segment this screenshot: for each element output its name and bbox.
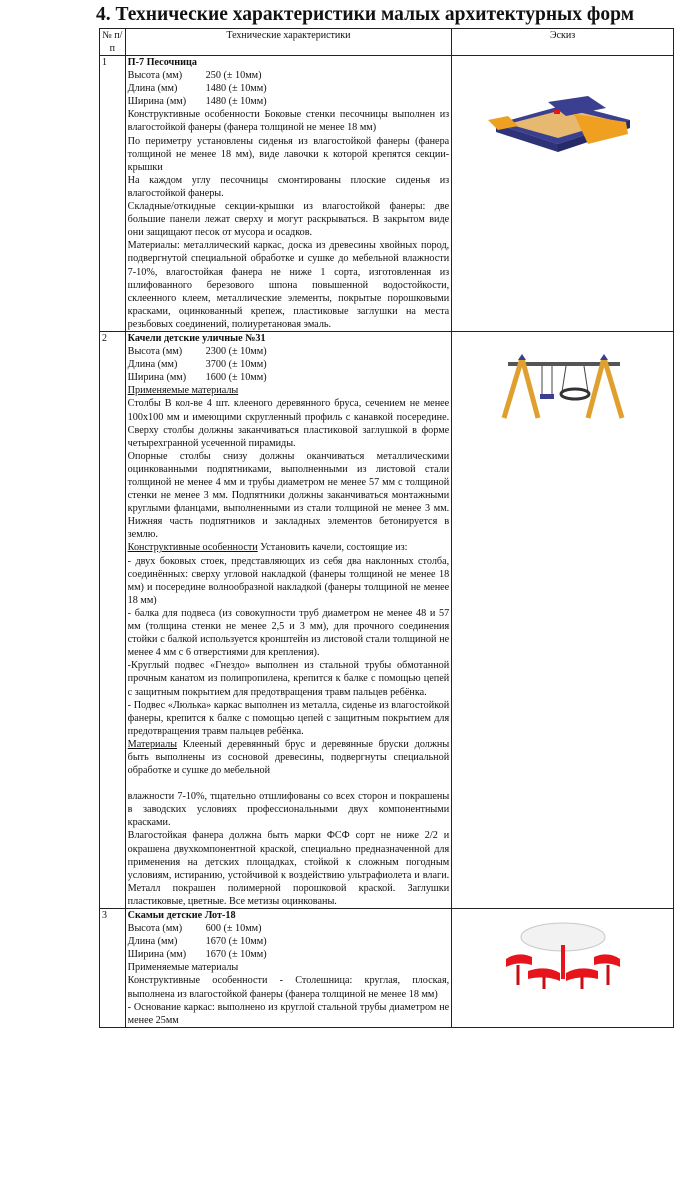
row-description: [125, 331, 452, 908]
dimension-label: Высота (мм): [127, 346, 183, 358]
header-sketch: Эскиз: [452, 29, 674, 56]
dimension-value: 2300 (± 10мм): [205, 346, 267, 358]
row-description: [125, 909, 452, 1028]
paragraph: Опорные столбы снизу должны оканчиваться металлическими оцинкованными подпятниками, выполненными из листовой стали толщиной не менее 4 мм и трубы диаметром не менее 57 мм с толщиной стенки не менее 3 мм. Подпятники должны заканчиваться монтажными круглыми фланцами, выполненными из стали толщиной не менее 3 мм. Нижняя часть подпятников и закладных элементов бетонируется в землю.: [127, 450, 450, 541]
materials2-text: Клееный деревянный брус и деревянные бруски должны быть выполнены из сосновой древесины, подвергнуты специальной обработке и сушке до мебельной: [127, 738, 450, 777]
item-name: Качели детские уличные №31: [127, 332, 266, 344]
row-description: [125, 56, 452, 332]
dimension-label: Длина (мм): [127, 359, 178, 371]
paragraph: - двух боковых стоек, представляющих из себя два наклонных столба, соединённых: сверху угловой накладкой (фанеры толщиной не менее 18 мм) и посередине волнообразной накладкой (фанеры толщиной не менее 18 мм): [127, 555, 450, 606]
table-row: [100, 909, 674, 1028]
paragraph: На каждом углу песочницы смонтированы плоские сиденья из влагостойкой фанеры.: [127, 174, 450, 199]
dimension: [128, 371, 450, 384]
paragraph: [128, 541, 450, 554]
paragraph: Влагостойкая фанера должна быть марки ФСФ сорт не ниже 2/2 и окрашена двухкомпонентной краской, специально предназначенной для применения на детских площадках, стойкой к сложным погодным условиям, истиранию, устойчивой к воздействию ультрафиолета и влаги. Металл покрашен полимерной порошковой краской. Заглушки пластиковые, цветные. Все метизы оцинкованы.: [127, 830, 450, 907]
row-number: 1: [100, 56, 126, 332]
design-heading: Конструктивные особенности: [127, 542, 258, 554]
dimension: [128, 948, 450, 961]
dimension-label: Длина (мм): [127, 83, 178, 95]
design-intro: Установить качели, состоящие из:: [260, 542, 408, 554]
dimension-value: 3700 (± 10мм): [205, 359, 267, 371]
paragraph: По периметру установлены сиденья из влагостойкой фанеры (фанера толщиной не менее 18 мм), виде лавочки к которой крепятся секции-крышки: [127, 135, 450, 173]
dimension: [128, 69, 450, 82]
dimension-label: Ширина (мм): [127, 949, 187, 961]
header-num: № п/п: [100, 29, 126, 56]
dimension-label: Высота (мм): [127, 70, 183, 82]
materials2-heading: Материалы: [127, 738, 178, 750]
dimension-label: Ширина (мм): [127, 372, 187, 384]
paragraph: - Подвес «Люлька» каркас выполнен из металла, сиденье из влагостойкой фанеры, крепится к балке с помощью цепей с защитным покрытием для предотвращения травм пальцев ребёнка.: [127, 699, 450, 737]
table-row: [100, 56, 674, 332]
materials-heading: Применяемые материалы: [127, 385, 239, 397]
dimension-value: 1480 (± 10мм): [205, 96, 267, 108]
sketch-cell: [452, 56, 674, 332]
table-row: [100, 331, 674, 908]
paragraph: Складные/откидные секции-крышки из влагостойкой фанеры: две большие панели лежат сверху и могут раскрываться. В закрытом виде они защищают песок от мусора и осадков.: [127, 201, 450, 239]
table-header-row: [100, 29, 674, 56]
sandbox-icon: [488, 94, 638, 164]
paragraph: - балка для подвеса (из совокупности труб диаметром не менее 48 и 57 мм (толщина стенки не менее 2,5 и 3 мм), для прочного соединения стойки с балкой используется кронштейн из листовой стали толщиной не менее 4 мм с 6 отверстиями для крепления).: [127, 607, 450, 659]
row-number: 2: [100, 331, 126, 908]
dimension-label: Длина (мм): [127, 936, 178, 948]
dimension: [128, 82, 450, 95]
sketch-cell: [452, 331, 674, 908]
dimension-value: 1670 (± 10мм): [205, 936, 267, 948]
page-title: 4. Технические характеристики малых архитектурных форм: [96, 4, 634, 25]
dimension-value: 1600 (± 10мм): [205, 372, 267, 384]
paragraph: влажности 7-10%, тщательно отшлифованы со всех сторон и покрашены в заводских условиях профессиональными двух компонентными красками.: [127, 791, 450, 829]
dimension: [128, 935, 450, 948]
paragraph: Конструктивные особенности - Столешница: круглая, плоская, выполнена из влагостойкой фанеры (фанера толщиной не менее 18 мм): [127, 975, 450, 1000]
spec-table: [99, 28, 674, 1028]
item-name: П-7 Песочница: [127, 57, 197, 68]
dimension-label: Высота (мм): [127, 923, 183, 935]
header-tech: Технические характеристики: [125, 29, 452, 56]
table-bench-icon: [498, 915, 628, 990]
dimension-value: 600 (± 10мм): [205, 923, 262, 935]
item-name: Скамьи детские Лот-18: [127, 910, 236, 921]
row-number: 3: [100, 909, 126, 1028]
dimension: [128, 345, 450, 358]
paragraph: Материалы: металлический каркас, доска из древесины хвойных пород, подвергнутой специальной обработке и сушке до мебельной влажности 7-10%, влагостойкая фанера не ниже 1 сорта, изготовленная из шлифованного березового шпона повышенной водостойкости, склеенного клеем, металлические элементы, покрытые порошковыми красками, оцинкованный крепеж, пластиковые заглушки на места резьбовых соединений, полиуретановая эмаль.: [127, 240, 450, 330]
dimension: [128, 95, 450, 108]
paragraph: [128, 738, 450, 777]
dimension: [128, 358, 450, 371]
paragraph: Применяемые материалы: [127, 962, 239, 974]
dimension-label: Ширина (мм): [127, 96, 187, 108]
paragraph: Конструктивные особенности Боковые стенки песочницы выполнен из влагостойкой фанеры (фанера толщиной не менее 18 мм): [127, 109, 450, 134]
swing-icon: [498, 352, 628, 422]
dimension-value: 1670 (± 10мм): [205, 949, 267, 961]
paragraph: -Круглый подвес «Гнездо» выполнен из стальной трубы обмотанной прочным канатом из полипропилена, крепится к балке с помощью цепей с защитным покрытием для предотвращения травм пальцев ребёнка.: [127, 660, 450, 698]
dimension-value: 1480 (± 10мм): [205, 83, 267, 95]
dimension: [128, 922, 450, 935]
sketch-cell: [452, 909, 674, 1028]
paragraph: - Основание каркас: выполнено из круглой стальной трубы диаметром не менее 25мм: [127, 1001, 450, 1026]
dimension-value: 250 (± 10мм): [205, 70, 262, 82]
paragraph: Столбы В кол-ве 4 шт. клееного деревянного бруса, сечением не менее 100х100 мм и имеющими скругленный профиль с канавкой посередине. Сверху столбы должны заканчиваться пластиковой заглушкой в форме четырехгранной усеченной пирамиды.: [127, 398, 450, 449]
